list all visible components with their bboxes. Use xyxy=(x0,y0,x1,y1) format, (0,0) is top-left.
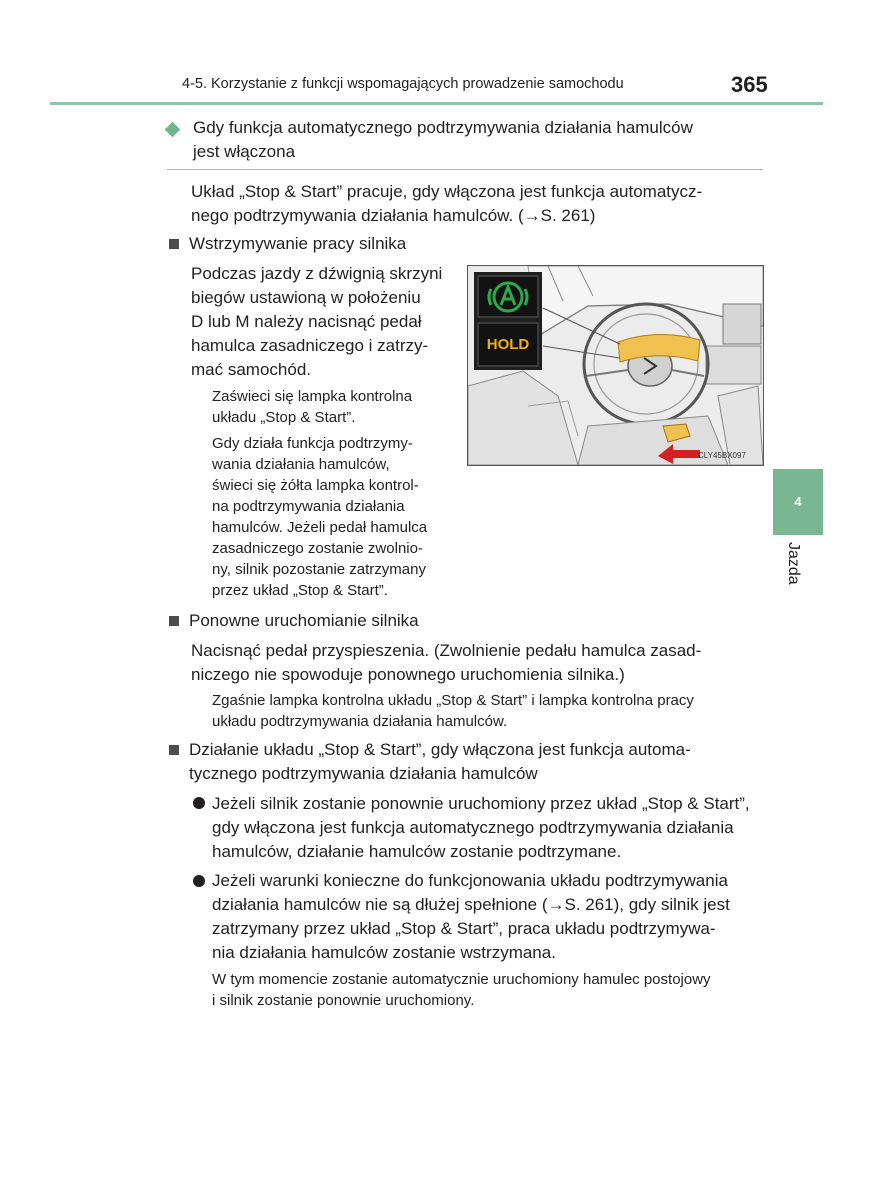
page-number: 365 xyxy=(731,72,768,97)
square-bullet-icon xyxy=(169,745,179,755)
operation-bullet-1: Jeżeli silnik zostanie ponownie uruchomiony przez układ „Stop & Start”, gdy włączona jest funkcja automatycznego podtrzymywania działania hamulców, działanie hamulców zostanie podtrzymane. xyxy=(212,794,750,861)
heading-operation: Działanie układu „Stop & Start”, gdy włączona jest funkcja automa- tycznego podtrzymywania działania hamulców xyxy=(189,740,691,783)
heading-stopping: Wstrzymywanie pracy silnika xyxy=(189,234,407,253)
auto-hold-a-icon xyxy=(479,277,537,316)
hold-indicator: HOLD xyxy=(477,322,539,367)
figure-code: CLY45BX097 xyxy=(698,451,746,460)
auto-hold-indicator xyxy=(477,275,539,318)
restart-body: Nacisnąć pedał przyspieszenia. (Zwolnienie pedału hamulca zasad- niczego nie spowoduje ponownego uruchomienia silnika.) xyxy=(191,641,702,684)
round-bullet-icon xyxy=(193,797,205,809)
stopping-note-1: Zaświeci się lampka kontrolna układu „Stop & Start”. xyxy=(212,388,413,426)
square-bullet-icon xyxy=(169,239,179,249)
diamond-bullet-icon xyxy=(165,122,181,138)
stopping-note-2: Gdy działa funkcja podtrzymy- wania działania hamulców, świeci się żółta lampka kontrol- na podtrzymywania działania hamulców. Jeżeli pedał hamulca zasadniczego zostanie zwolnio- ny, silnik pozostanie zatrzymany przez układ „Stop & Start”. xyxy=(212,435,428,599)
round-bullet-icon xyxy=(193,875,205,887)
heading-restart: Ponowne uruchomianie silnika xyxy=(189,611,419,630)
section-intro: Układ „Stop & Start” pracuje, gdy włączona jest funkcja automatycz- nego podtrzymywania działania hamulców. (→S. 261) xyxy=(191,182,703,225)
header-rule xyxy=(50,102,823,105)
square-bullet-icon xyxy=(169,616,179,626)
operation-note: W tym momencie zostanie automatycznie uruchomiony hamulec postojowy i silnik zostanie ponownie uruchomiony. xyxy=(212,971,711,1009)
chapter-number: 4 xyxy=(794,494,802,509)
running-header: 4-5. Korzystanie z funkcji wspomagających prowadzenie samochodu xyxy=(182,76,624,92)
restart-note: Zgaśnie lampka kontrolna układu „Stop & Start” i lampka kontrolna pracy układu podtrzymywania działania hamulców. xyxy=(212,692,694,730)
stopping-body: Podczas jazdy z dźwignią skrzyni biegów ustawioną w położeniu D lub M należy nacisnąć pedał hamulca zasadniczego i zatrzy- mać samochód. xyxy=(191,264,443,379)
section-rule xyxy=(167,169,763,170)
chapter-label: Jazda xyxy=(785,542,802,585)
section-title: Gdy funkcja automatycznego podtrzymywania działania hamulców jest włączona xyxy=(193,118,693,161)
operation-bullet-2: Jeżeli warunki konieczne do funkcjonowania układu podtrzymywania działania hamulców nie są dłużej spełnione (→S. 261), gdy silnik jest zatrzymany przez układ „Stop & Start”, praca układu podtrzymywa- nia działania hamulców zostanie wstrzymana. xyxy=(212,871,730,962)
